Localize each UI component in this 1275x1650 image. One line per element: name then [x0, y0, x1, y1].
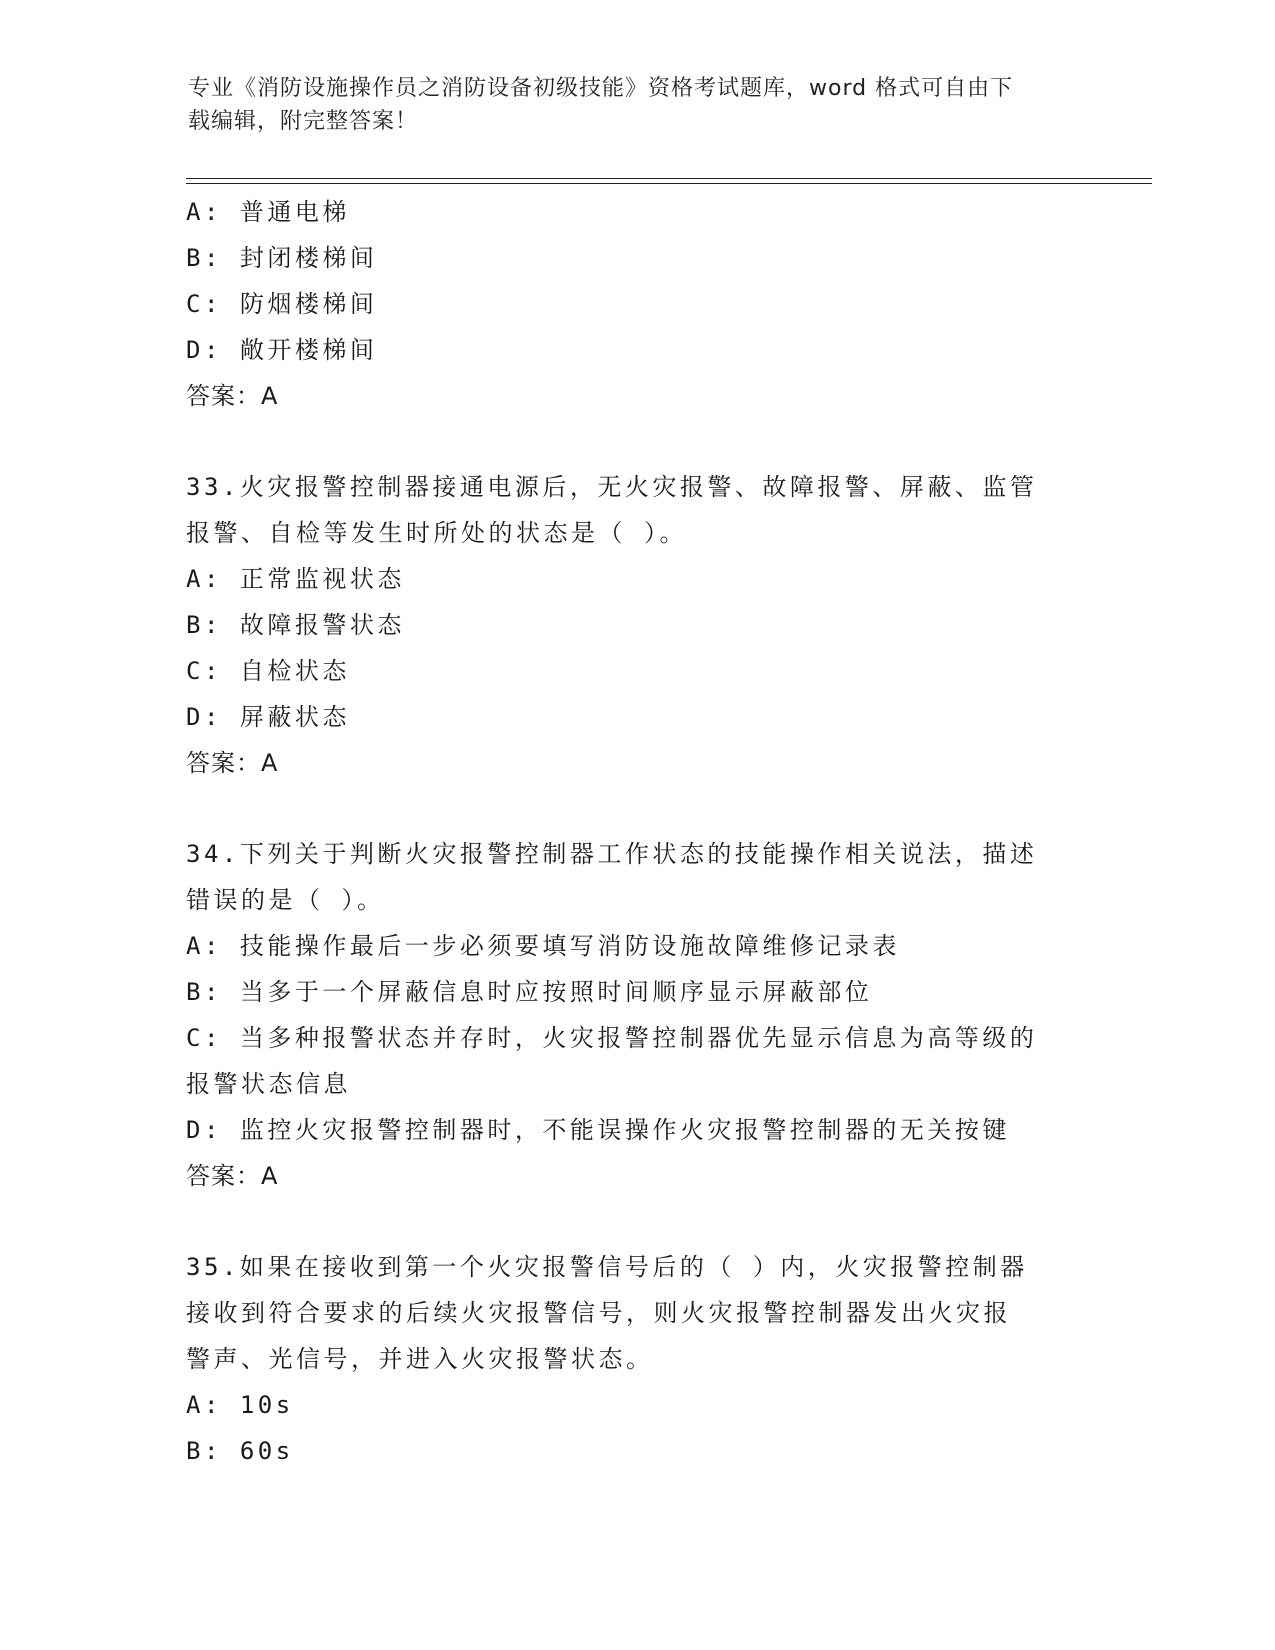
question-stem-line: 34.下列关于判断火灾报警控制器工作状态的技能操作相关说法，描述: [186, 840, 1038, 868]
option-a: A: 普通电梯: [186, 198, 350, 226]
question-34: [186, 831, 1086, 1199]
option-a: A: 正常监视状态: [186, 565, 405, 593]
question-35: [186, 1244, 1086, 1474]
document-header: [188, 72, 1078, 138]
option-b: B: 封闭楼梯间: [186, 244, 378, 272]
option-c: C: 当多种报警状态并存时，火灾报警控制器优先显示信息为高等级的: [186, 1024, 1038, 1052]
header-line-2: 载编辑，附完整答案！: [188, 109, 419, 134]
question-stem-line: 35.如果在接收到第一个火灾报警信号后的（ ）内，火灾报警控制器: [186, 1253, 1028, 1281]
option-a: A: 10s: [186, 1391, 294, 1419]
option-d: D: 监控火灾报警控制器时，不能误操作火灾报警控制器的无关按键: [186, 1116, 1010, 1144]
question-list: [186, 189, 1086, 1474]
answer-line: 答案：A: [186, 382, 279, 410]
spacer: [186, 786, 1086, 831]
option-a: A: 技能操作最后一步必须要填写消防设施故障维修记录表: [186, 932, 900, 960]
question-32: [186, 189, 1086, 419]
header-double-rule: [186, 178, 1152, 184]
option-b: B: 60s: [186, 1437, 294, 1465]
option-d: D: 屏蔽状态: [186, 703, 350, 731]
question-stem-line: 错误的是（ ）。: [186, 886, 385, 914]
question-stem-line: 警声、光信号，并进入火灾报警状态。: [186, 1345, 654, 1373]
option-d: D: 敞开楼梯间: [186, 336, 378, 364]
option-b: B: 当多于一个屏蔽信息时应按照时间顺序显示屏蔽部位: [186, 978, 873, 1006]
header-line-1: 专业《消防设施操作员之消防设备初级技能》资格考试题库，word 格式可自由下: [188, 76, 1014, 101]
question-33: [186, 464, 1086, 786]
spacer: [186, 419, 1086, 464]
spacer: [186, 1199, 1086, 1244]
question-stem-line: 33.火灾报警控制器接通电源后，无火灾报警、故障报警、屏蔽、监管: [186, 473, 1038, 501]
option-c: C: 防烟楼梯间: [186, 290, 378, 318]
option-c-continued: 报警状态信息: [186, 1070, 351, 1098]
answer-line: 答案：A: [186, 1162, 279, 1190]
answer-line: 答案：A: [186, 749, 279, 777]
question-stem-line: 接收到符合要求的后续火灾报警信号，则火灾报警控制器发出火灾报: [186, 1299, 1011, 1327]
option-b: B: 故障报警状态: [186, 611, 405, 639]
question-stem-line: 报警、自检等发生时所处的状态是（ ）。: [186, 519, 687, 547]
option-c: C: 自检状态: [186, 657, 350, 685]
